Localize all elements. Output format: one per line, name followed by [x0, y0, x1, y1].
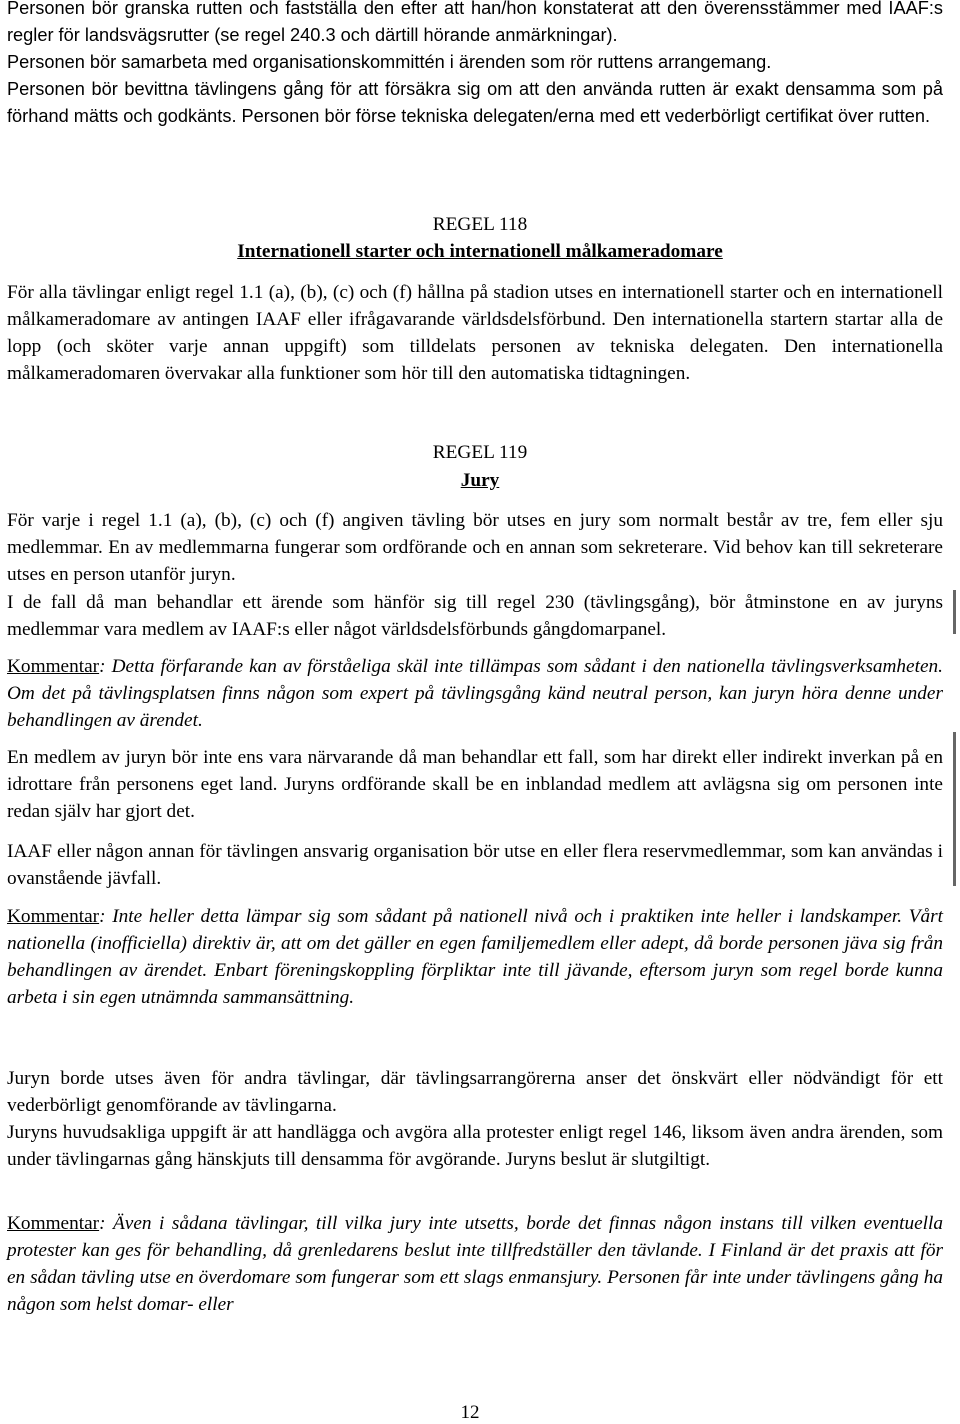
page-number: 12 — [460, 1402, 480, 1423]
rule-119-number: REGEL 119 — [432, 442, 528, 463]
rule-119-paragraph-5: Juryn borde utses även för andra tävlingar, där tävlingsarrangörerna anser det önskvärt eller nödvändigt för ett vederbörligt genomförande av tävlingarna. — [7, 1068, 943, 1116]
rule-119-paragraph-2: I de fall då man behandlar ett ärende som hänför sig till regel 230 (tävlingsgång), bör åtminstone en av juryns medlemmar vara medlem av IAAF:s eller något världsdelsförbunds gångdomarpanel. — [7, 592, 943, 640]
comment-3-text: : Även i sådana tävlingar, till vilka jury inte utsetts, borde det finnas någon instans till vilken eventuella protester kan ges för behandling, då grenledarens beslut inte tillfredställer den tävlande. I Finland är det praxis att för en sådan tävling utse en överdomare som fungerar som ett slags enmansjury. Personen får inte under tävlingens gång ha någon som helst domar- eller — [7, 1213, 943, 1315]
rule-118-title: Internationell starter och internationell målkameradomare — [237, 241, 723, 262]
comment-2-text: : Inte heller detta lämpar sig som sådant på nationell nivå och i praktiken inte heller i landskamper. Vårt nationella (inofficiella) direktiv är, att om det gäller en egen familjemedlem eller adept, då borde personen jäva sig från behandlingen av ärendet. Enbart föreningskoppling förpliktar inte till jävande, eftersom juryn som regel borde kunna arbeta i sin egen utnämnda sammansättning. — [7, 906, 943, 1008]
intro-paragraph-3: Personen bör bevittna tävlingens gång för att försäkra sig om att den använda rutten är exakt densamma som på förhand mätts och godkänts. Personen bör förse tekniska delegaten/erna med ett vederbörligt certifikat över rutten. — [7, 79, 943, 126]
comment-1-text: : Detta förfarande kan av förståeliga skäl inte tillämpas som sådant i den nationella tävlingsverksamheten. Om det på tävlingsplatsen finns någon som expert på tävlingsgång känd neutral person, kan juryn höra denne under behandlingen av ärendet. — [7, 656, 943, 731]
comment-label: Kommentar — [7, 656, 100, 677]
rule-119-paragraph-3: En medlem av juryn bör inte ens vara närvarande då man behandlar ett fall, som har direkt eller indirekt inverkan på en idrottare från personens eget land. Juryns ordförande skall be en inblandad medlem att avlägsna sig om personen inte redan själv har gjort det. — [7, 747, 943, 822]
change-bar — [953, 732, 956, 886]
comment-label: Kommentar — [7, 1213, 100, 1234]
rule-118-body: För alla tävlingar enligt regel 1.1 (a), (b), (c) och (f) hållna på stadion utses en internationell starter och en internationell målkameradomare av antingen IAAF eller ifrågavarande världsdelsförbund. Den internationella startern startar alla de lopp (och sköter varje annan uppgift) som tilldelats personen av tekniska delegaten. Den internationella målkameradomaren övervakar alla funktioner som hör till den automatiska tidtagningen. — [7, 282, 943, 384]
intro-paragraph-2: Personen bör samarbeta med organisationskommittén i ärenden som rör ruttens arrangemang. — [7, 52, 772, 72]
rule-119-comment-2 — [7, 903, 943, 1011]
intro-paragraph-1: Personen bör granska rutten och fastställa den efter att han/hon konstaterat att den överensstämmer med IAAF:s regler för landsvägsrutter (se regel 240.3 och därtill hörande anmärkningar). — [7, 0, 943, 45]
rule-119-comment-3 — [7, 1210, 943, 1318]
change-bar — [953, 590, 956, 634]
rule-119-title: Jury — [460, 470, 500, 491]
rule-119-paragraph-6: Juryns huvudsakliga uppgift är att handlägga och avgöra alla protester enligt regel 146, liksom även andra ärenden, som under tävlingarnas gång hänskjuts till densamma för avgörande. Juryns beslut är slutgiltigt. — [7, 1122, 943, 1170]
rule-118-number: REGEL 118 — [432, 214, 528, 235]
comment-label: Kommentar — [7, 906, 100, 927]
rule-119-paragraph-4: IAAF eller någon annan för tävlingen ansvarig organisation bör utse en eller flera reservmedlemmar, som kan användas i ovanstående jävfall. — [7, 841, 943, 889]
rule-119-title-wrap — [0, 467, 960, 494]
rule-118-title-wrap — [0, 238, 960, 265]
rule-119-comment-1 — [7, 653, 943, 734]
rule-119-paragraph-1: För varje i regel 1.1 (a), (b), (c) och (f) angiven tävling bör utses en jury som normalt består av tre, fem eller sju medlemmar. En av medlemmarna fungerar som ordförande och en annan som sekreterare. Vid behov kan till sekreterare utses en person utanför juryn. — [7, 510, 943, 585]
